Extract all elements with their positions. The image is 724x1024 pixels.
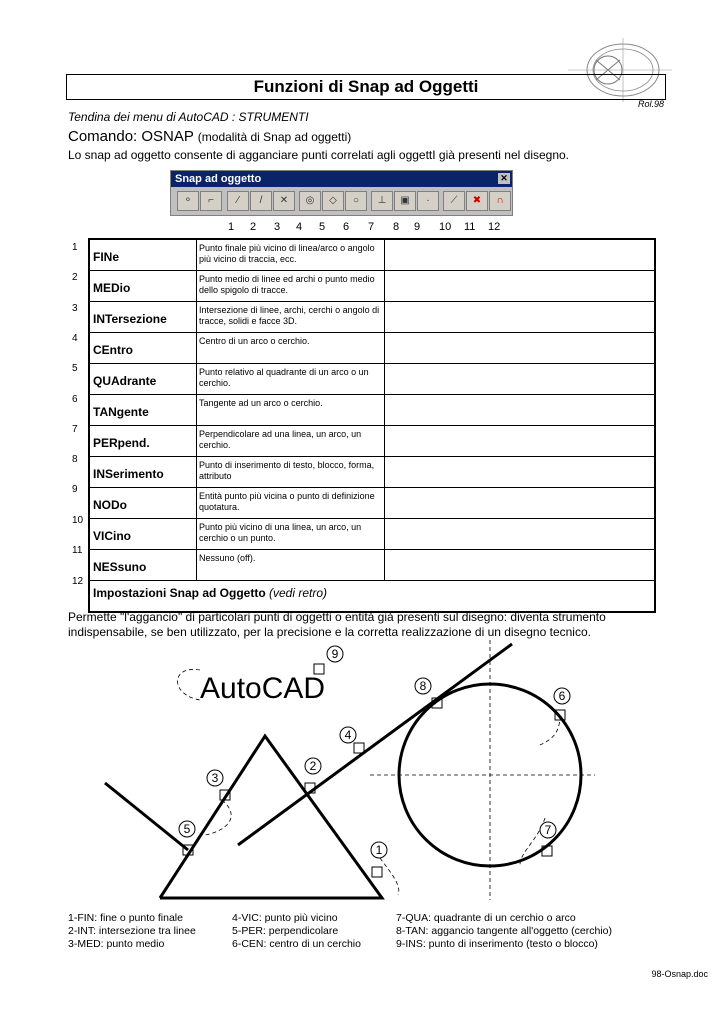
toolbar-number: 1 — [228, 221, 235, 233]
legend-item: 2-INT: intersezione tra linee — [68, 925, 196, 937]
callout-number: 5 — [183, 822, 191, 836]
snap-mode-desc: Intersezione di linee, archi, cerchi o angolo di tracce, solidi e facce 3D. — [197, 302, 385, 332]
table-row — [90, 519, 654, 550]
snap-mode-name: CEntro — [90, 333, 197, 363]
toolbar-number: 6 — [343, 221, 350, 233]
toolbar-number: 10 — [439, 221, 452, 233]
page-title: Funzioni di Snap ad Oggetti — [66, 74, 666, 100]
row-number: 4 — [72, 332, 78, 344]
toolbar-number: 4 — [296, 221, 303, 233]
blank-cell — [385, 240, 654, 270]
table-row — [90, 581, 654, 611]
row-number: 10 — [72, 514, 84, 526]
blank-cell — [385, 395, 654, 425]
table-row — [90, 457, 654, 488]
table-row — [90, 302, 654, 333]
snap-mode-desc: Punto medio di linee ed archi o punto medio dello spigolo di tracce. — [197, 271, 385, 301]
row-number: 11 — [72, 545, 83, 556]
legend-item: 4-VIC: punto più vicino — [232, 912, 338, 924]
tool-center-icon[interactable]: ◎ — [299, 191, 321, 211]
blank-cell — [385, 519, 654, 549]
table-row — [90, 240, 654, 271]
snap-mode-name: NODo — [90, 488, 197, 518]
snap-mode-desc: Centro di un arco o cerchio. — [197, 333, 385, 363]
legend-item: 7-QUA: quadrante di un cerchio o arco — [396, 912, 576, 924]
legend-item: 3-MED: punto medio — [68, 938, 165, 950]
callout-number: 2 — [309, 759, 317, 773]
table-row — [90, 395, 654, 426]
toolbar-number: 3 — [274, 221, 281, 233]
legend-item: 8-TAN: aggancio tangente all'oggetto (cerchio) — [396, 925, 613, 937]
callout-number: 4 — [344, 728, 352, 742]
blank-cell — [385, 364, 654, 394]
row-number: 6 — [72, 393, 78, 405]
row-number: 7 — [72, 423, 78, 435]
callout-number: 7 — [544, 823, 552, 837]
blank-cell — [385, 271, 654, 301]
tool-tangent-icon[interactable]: ○ — [345, 191, 367, 211]
command-text: Comando: OSNAP — [68, 128, 194, 145]
snap-mode-name: PERpend. — [90, 426, 197, 456]
rol-label: Rol.98 — [637, 99, 664, 109]
legend-col-3 — [396, 912, 612, 951]
row-number: 12 — [72, 576, 84, 587]
callout-number: 3 — [211, 771, 219, 785]
legend-item: 5-PER: perpendicolare — [232, 925, 339, 937]
triangle — [160, 736, 382, 898]
tool-quadrant-icon[interactable]: ◇ — [322, 191, 344, 211]
row-number: 9 — [72, 484, 78, 496]
table-row — [90, 488, 654, 519]
tool-settings-magnet-icon[interactable]: ∩ — [489, 191, 511, 211]
toolbar-number: 12 — [488, 221, 501, 233]
tool-none-icon[interactable]: ✖ — [466, 191, 488, 211]
legend-col-1 — [68, 912, 196, 951]
tool-apparent-int-icon[interactable]: ✕ — [273, 191, 295, 211]
close-icon[interactable]: ✕ — [498, 173, 510, 184]
tool-nearest-icon[interactable]: ⟋ — [443, 191, 465, 211]
blank-cell — [385, 302, 654, 332]
snap-mode-name: FINe — [90, 240, 197, 270]
toolbar-number: 5 — [319, 221, 326, 233]
settings-row — [90, 581, 330, 611]
snap-mode-desc: Nessuno (off). — [197, 550, 385, 580]
toolbar-title: Snap ad oggetto — [175, 173, 262, 185]
row-number: 5 — [72, 363, 78, 375]
snap-mode-name: MEDio — [90, 271, 197, 301]
table-row — [90, 550, 654, 581]
autocad-text: AutoCAD — [200, 672, 326, 705]
snap-mode-name: NESsuno — [90, 550, 197, 580]
menu-subtitle: Tendina dei menu di AutoCAD : STRUMENTI — [68, 110, 309, 124]
toolbar-number: 9 — [414, 221, 421, 233]
snap-mode-desc: Punto finale più vicino di linea/arco o angolo più vicino di traccia, ecc. — [197, 240, 385, 270]
snap-mode-desc: Tangente ad un arco o cerchio. — [197, 395, 385, 425]
blank-cell — [385, 550, 654, 580]
callout-number: 9 — [331, 647, 339, 661]
footer-filename: 98-Osnap.doc — [651, 969, 708, 979]
osnap-table — [88, 238, 656, 613]
toolbar-number: 8 — [393, 221, 400, 233]
tool-perpendicular-icon[interactable]: ⊥ — [371, 191, 393, 211]
table-row — [90, 364, 654, 395]
snap-mode-name: INSerimento — [90, 457, 197, 487]
osnap-toolbar — [170, 170, 513, 216]
left-line — [105, 783, 188, 850]
settings-note: (vedi retro) — [269, 586, 328, 600]
legend-item: 6-CEN: centro di un cerchio — [232, 938, 361, 950]
callout-number: 1 — [375, 843, 383, 857]
toolbar-titlebar — [171, 171, 512, 187]
callout-number: 8 — [419, 679, 427, 693]
snap-mode-name: TANgente — [90, 395, 197, 425]
row-number: 3 — [72, 302, 78, 314]
callout-number: 6 — [558, 689, 566, 703]
settings-name: Impostazioni Snap ad Oggetto — [93, 586, 266, 600]
tool-midpoint-icon[interactable]: ⁄ — [227, 191, 249, 211]
intro-text: Lo snap ad oggetto consente di agganciare punti correlati agli oggettI già presenti nel disegno. — [68, 148, 570, 162]
snap-diagram — [90, 640, 610, 910]
snap-mode-name: INTersezione — [90, 302, 197, 332]
table-row — [90, 271, 654, 302]
legend-item: 1-FIN: fine o punto finale — [68, 912, 183, 924]
row-number: 2 — [72, 272, 78, 284]
table-row — [90, 333, 654, 364]
command-note: (modalità di Snap ad oggetti) — [197, 130, 352, 144]
tool-endpoint-icon[interactable]: ⌐ — [200, 191, 222, 211]
blank-cell — [385, 333, 654, 363]
blank-cell — [385, 488, 654, 518]
tool-temp-track-icon[interactable]: ⚬ — [177, 191, 199, 211]
snap-mode-desc: Punto più vicino di una linea, un arco, un cerchio o un punto. — [197, 519, 385, 549]
row-number: 1 — [72, 242, 78, 253]
blank-cell — [385, 457, 654, 487]
table-row — [90, 426, 654, 457]
toolbar-number: 11 — [464, 221, 476, 233]
command-line — [68, 128, 351, 145]
tool-intersection-icon[interactable]: / — [250, 191, 272, 211]
snap-mode-name: QUAdrante — [90, 364, 197, 394]
blank-cell — [385, 426, 654, 456]
toolbar-number: 2 — [250, 221, 257, 233]
snap-mode-desc: Entità punto più vicina o punto di definizione quotatura. — [197, 488, 385, 518]
legend-item: 9-INS: punto di inserimento (testo o blocco) — [396, 938, 598, 950]
snap-mode-desc: Punto relativo al quadrante di un arco o un cerchio. — [197, 364, 385, 394]
snap-mode-desc: Perpendicolare ad una linea, un arco, un cerchio. — [197, 426, 385, 456]
legend-col-2 — [232, 912, 361, 951]
row-number: 8 — [72, 454, 78, 466]
toolbar-number: 7 — [368, 221, 375, 233]
snap-mode-desc: Punto di inserimento di testo, blocco, forma, attributo — [197, 457, 385, 487]
tool-node-icon[interactable]: · — [417, 191, 439, 211]
tool-insertion-icon[interactable]: ▣ — [394, 191, 416, 211]
description-paragraph: Permette "l'aggancio" di particolari punti di oggetti o entità già presenti sul disegno: diventa strumento indispensabile, se ben utilizzato, per la precisione e la corretta realizzazione di un disegno tecnico. — [68, 610, 606, 639]
snap-mode-name: VICino — [90, 519, 197, 549]
